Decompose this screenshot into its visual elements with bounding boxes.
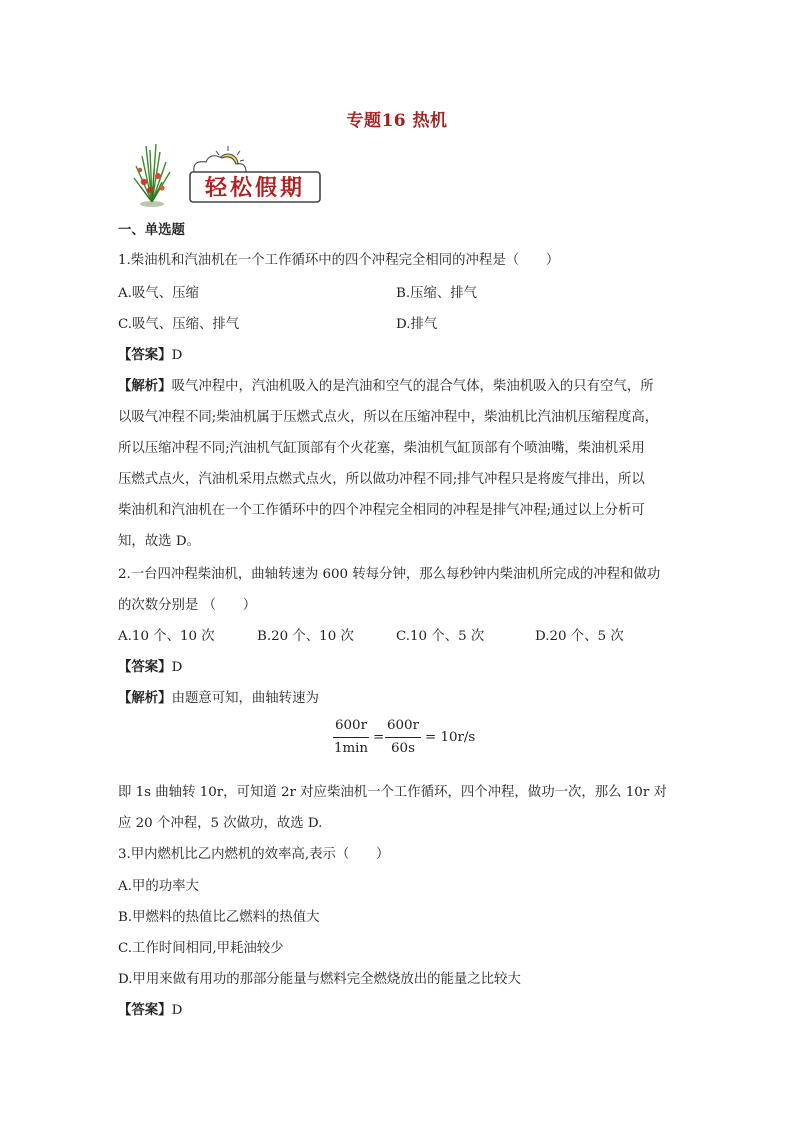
q3-answer (118, 999, 182, 1018)
q1-answer-value: D (171, 348, 183, 363)
q2-option-b: B.20 个、10 次 (257, 629, 354, 644)
q3-option-c: C.工作时间相同,甲耗油较少 (118, 941, 284, 956)
q2-option-a: A.10 个、10 次 (118, 629, 215, 644)
holiday-banner-image (132, 142, 324, 208)
q2-stem-line-2: 的次数分别是 （ ） (118, 598, 257, 613)
q1-option-b: B.压缩、排气 (396, 286, 478, 301)
q1-analysis-line-5: 柴油机和汽油机在一个工作循环中的四个冲程完全相同的冲程是排气冲程;通过以上分析可 (118, 503, 645, 518)
fraction-1 (333, 718, 369, 756)
q1-option-d: D.排气 (396, 317, 438, 332)
fraction-1-numerator: 600r (335, 718, 367, 733)
q3-option-d: D.甲用来做有用功的那部分能量与燃料完全燃烧放出的能量之比较大 (118, 972, 521, 987)
q1-option-c: C.吸气、压缩、排气 (118, 317, 240, 332)
section-heading: 一、单选题 (118, 222, 185, 238)
analysis-label: 【解析】 (118, 690, 172, 706)
q3-stem: 3.甲内燃机比乙内燃机的效率高,表示（ ） (118, 847, 390, 862)
q2-answer-value: D (171, 660, 183, 675)
q1-stem: 1.柴油机和汽油机在一个工作循环中的四个冲程完全相同的冲程是（ ） (118, 253, 560, 268)
answer-label: 【答案】 (118, 1002, 172, 1018)
analysis-label: 【解析】 (118, 378, 172, 394)
q2-analysis-intro (118, 687, 319, 706)
q1-analysis-line-1 (118, 375, 654, 394)
q1-option-a: A.吸气、压缩 (118, 286, 199, 301)
cloud-icon (194, 156, 246, 172)
fraction-1-denominator: 1min (333, 741, 369, 756)
q2-analysis-intro-text: 由题意可知，曲轴转速为 (171, 691, 319, 706)
fraction-2-numerator: 600r (387, 718, 419, 733)
q2-answer (118, 656, 182, 675)
q3-option-a: A.甲的功率大 (118, 879, 199, 894)
q2-analysis-line-1: 即 1s 曲轴转 10r，可知道 2r 对应柴油机一个工作循环，四个冲程，做功一次，那么 10r 对 (118, 785, 667, 800)
banner-text: 轻松假期 (204, 175, 306, 201)
fraction-2-denominator: 60s (391, 741, 415, 756)
equals-sign-1: = (373, 730, 385, 745)
fraction-2 (385, 718, 421, 756)
q3-answer-value: D (171, 1003, 183, 1018)
q2-option-d: D.20 个、5 次 (535, 629, 624, 644)
q1-analysis-text-1: 吸气冲程中，汽油机吸入的是汽油和空气的混合气体，柴油机吸入的只有空气，所 (171, 379, 654, 394)
q2-option-c: C.10 个、5 次 (396, 629, 485, 644)
answer-label: 【答案】 (118, 659, 172, 675)
page-title: 专题16 热机 (346, 111, 448, 131)
q1-answer (118, 344, 182, 363)
q2-stem-line-1: 2.一台四冲程柴油机，曲轴转速为 600 转每分钟，那么每秒钟内柴油机所完成的冲程和做功 (118, 567, 661, 582)
q1-analysis-line-6: 知，故选 D。 (118, 534, 200, 549)
fraction-1-bar (333, 737, 369, 738)
rotation-speed-formula (333, 716, 476, 766)
flower-illustration (134, 144, 170, 207)
q2-analysis-line-2: 应 20 个冲程，5 次做功，故选 D. (118, 816, 323, 831)
formula-result: = 10r/s (425, 730, 476, 745)
q1-analysis-line-4: 压燃式点火，汽油机采用点燃式点火，所以做功冲程不同;排气冲程只是将废气排出，所以 (118, 472, 645, 487)
q1-analysis-line-3: 所以压缩冲程不同;汽油机气缸顶部有个火花塞，柴油机气缸顶部有个喷油嘴，柴油机采用 (118, 441, 645, 456)
q1-analysis-line-2: 以吸气冲程不同;柴油机属于压燃式点火，所以在压缩冲程中，柴油机比汽油机压缩程度高， (118, 410, 659, 425)
answer-label: 【答案】 (118, 347, 172, 363)
q3-option-b: B.甲燃料的热值比乙燃料的热值大 (118, 910, 320, 925)
fraction-2-bar (385, 737, 421, 738)
